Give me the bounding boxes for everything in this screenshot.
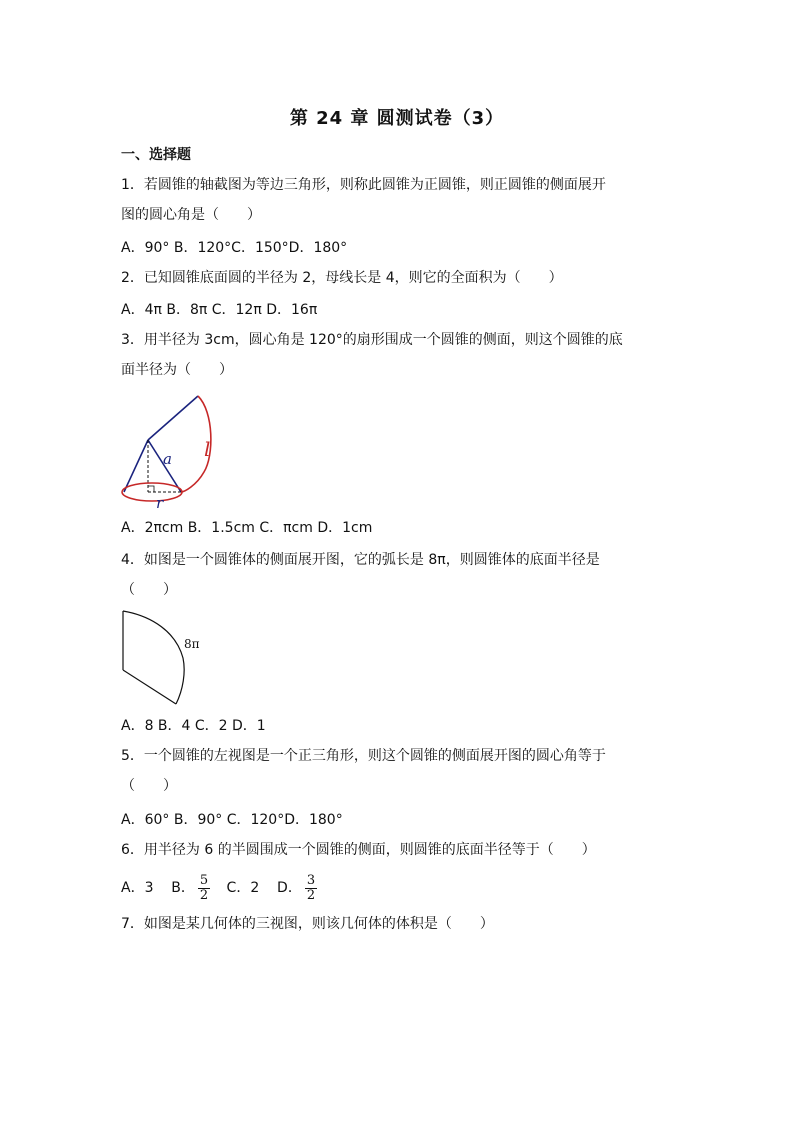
question-3-options: A．2πcm B．1.5cm C．πcm D．1cm bbox=[121, 520, 373, 536]
label-a: a bbox=[163, 450, 172, 468]
cone-unfolding-figure bbox=[118, 392, 228, 510]
question-2-options: A．4π B．8π C．12π D．16π bbox=[121, 302, 318, 318]
question-6-text: 6．用半径为 6 的半圆围成一个圆锥的侧面，则圆锥的底面半径等于（ ） bbox=[121, 842, 596, 858]
question-3-text-cont: 面半径为（ ） bbox=[121, 362, 233, 378]
sector-figure bbox=[118, 606, 208, 710]
question-4-options: A．8 B．4 C．2 D．1 bbox=[121, 718, 266, 734]
label-l: l bbox=[204, 437, 211, 461]
question-2-text: 2．已知圆锥底面圆的半径为 2，母线长是 4，则它的全面积为（ ） bbox=[121, 270, 563, 286]
option-b-label: B． bbox=[171, 880, 195, 896]
question-1-options: A．90° B．120°C．150°D．180° bbox=[121, 240, 348, 256]
option-a: A．3 bbox=[121, 880, 154, 896]
question-1-text-cont: 图的圆心角是（ ） bbox=[121, 207, 261, 223]
section-heading: 一、选择题 bbox=[121, 147, 191, 163]
option-d-label: D． bbox=[277, 880, 302, 896]
question-6-options bbox=[121, 872, 320, 904]
question-5-options: A．60° B．90° C．120°D．180° bbox=[121, 812, 343, 828]
question-5-text-cont: （ ） bbox=[121, 778, 177, 794]
label-r: r bbox=[156, 494, 164, 512]
question-1-text: 1．若圆锥的轴截图为等边三角形，则称此圆锥为正圆锥，则正圆锥的侧面展开 bbox=[121, 177, 606, 193]
question-7-text: 7．如图是某几何体的三视图，则该几何体的体积是（ ） bbox=[121, 916, 494, 932]
question-3-text: 3．用半径为 3cm，圆心角是 120°的扇形围成一个圆锥的侧面，则这个圆锥的底 bbox=[121, 332, 623, 348]
option-c: C．2 bbox=[226, 880, 260, 896]
question-4-text: 4．如图是一个圆锥体的侧面展开图，它的弧长是 8π，则圆锥体的底面半径是 bbox=[121, 552, 600, 568]
question-4-text-cont: （ ） bbox=[121, 582, 177, 598]
option-b-fraction: $\frac{5}{2}$ bbox=[199, 872, 209, 903]
page-title: 第 24 章 圆测试卷（3） bbox=[289, 108, 505, 129]
arc-length-label: 8π bbox=[184, 637, 200, 651]
option-d-fraction: $\frac{3}{2}$ bbox=[306, 872, 316, 903]
question-5-text: 5．一个圆锥的左视图是一个正三角形，则这个圆锥的侧面展开图的圆心角等于 bbox=[121, 748, 606, 764]
